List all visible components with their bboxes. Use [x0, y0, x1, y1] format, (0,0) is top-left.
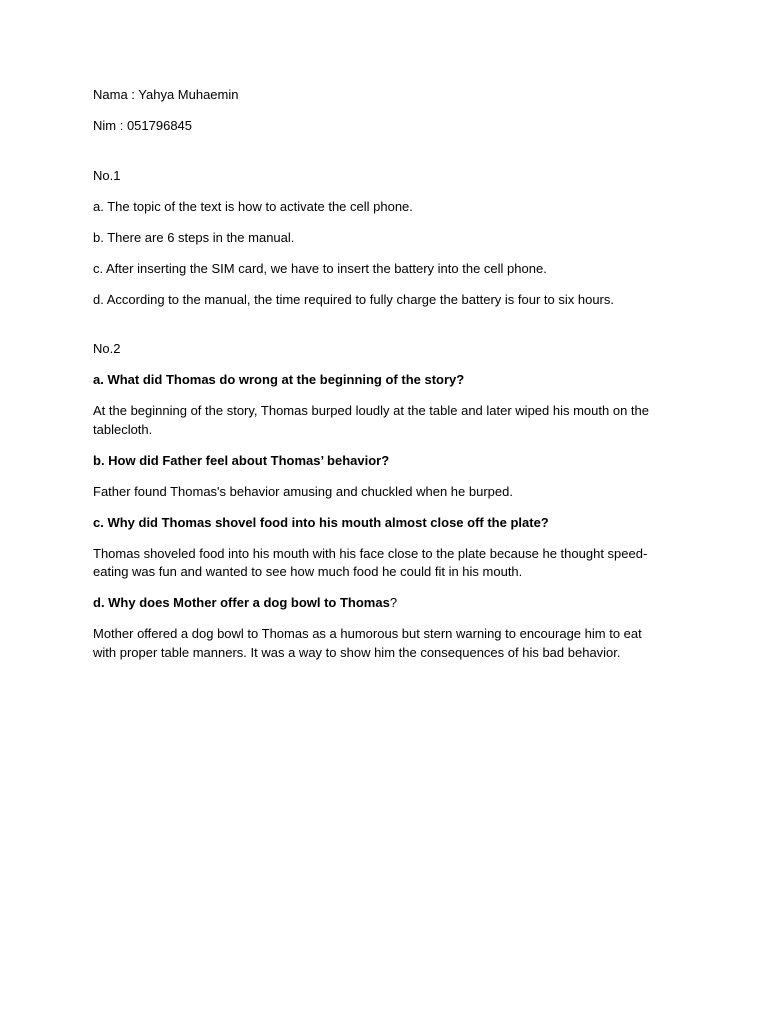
spacer — [93, 322, 668, 341]
answer-2c: Thomas shoveled food into his mouth with his face close to the plate because he thought speed-eating was fun and wanted to see how much food he could fit in his mouth. — [93, 545, 648, 579]
answer-2d: Mother offered a dog bowl to Thomas as a humorous but stern warning to encourage him to eat with proper table manners. It was a way to show him the consequences of his bad behavior. — [93, 626, 642, 660]
question-2b: b. How did Father feel about Thomas’ behavior? — [93, 452, 390, 468]
answer-1d: d. According to the manual, the time required to fully charge the battery is four to six hours. — [93, 291, 614, 307]
question-2d-text: d. Why does Mother offer a dog bowl to Thomas — [93, 595, 390, 610]
question-2d — [93, 594, 668, 613]
document-body — [93, 86, 668, 675]
answer-2a: At the beginning of the story, Thomas burped loudly at the table and later wiped his mouth on the tablecloth. — [93, 403, 649, 437]
question-2d-mark: ? — [389, 595, 398, 610]
answer-1b: b. There are 6 steps in the manual. — [93, 229, 295, 245]
student-name: Nama : Yahya Muhaemin — [93, 87, 239, 102]
question-2a: a. What did Thomas do wrong at the beginning of the story? — [93, 372, 465, 387]
answer-1a: a. The topic of the text is how to activate the cell phone. — [93, 198, 413, 214]
section-2-title: No.2 — [93, 341, 121, 356]
spacer — [93, 148, 668, 167]
answer-1c: c. After inserting the SIM card, we have to insert the battery into the cell phone. — [93, 260, 547, 276]
question-2c: c. Why did Thomas shovel food into his mouth almost close off the plate? — [93, 514, 549, 530]
answer-2b: Father found Thomas's behavior amusing and chuckled when he burped. — [93, 483, 513, 499]
section-1-title: No.1 — [93, 167, 121, 183]
student-nim: Nim : 051796845 — [93, 118, 193, 133]
